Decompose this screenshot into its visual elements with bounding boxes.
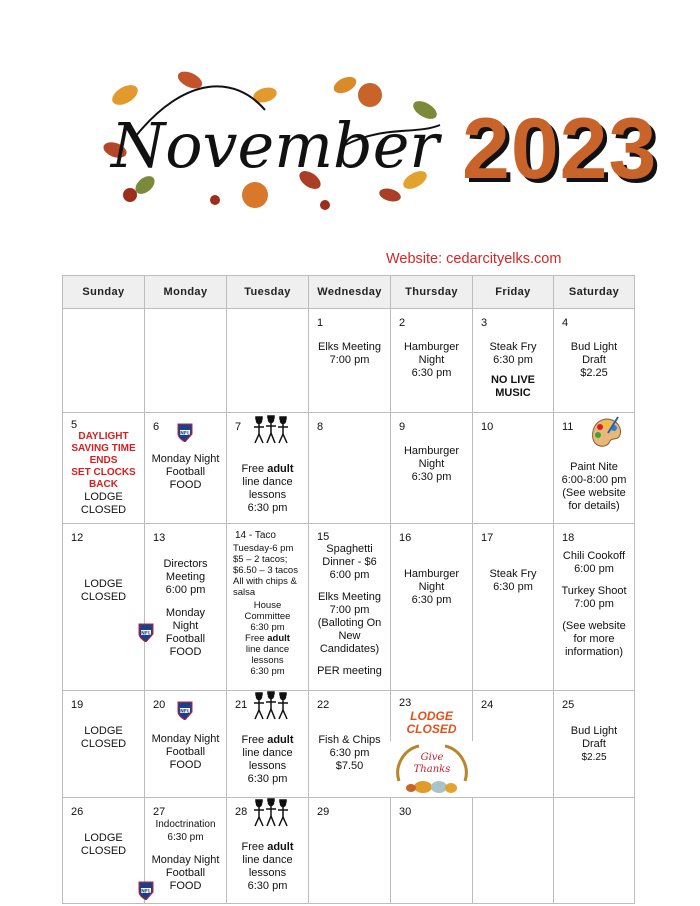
day-number: 27	[153, 806, 166, 818]
day-number: 17	[481, 532, 494, 544]
event-text: 6:30 pm	[247, 502, 288, 514]
week-row	[63, 309, 635, 413]
svg-text:Give: Give	[420, 752, 444, 763]
day-number: 25	[562, 699, 575, 711]
day-number: 18	[562, 532, 575, 544]
empty-day-cell	[554, 798, 635, 904]
event-text: All with chips &	[233, 576, 297, 587]
event-text: Turkey Shoot	[561, 585, 627, 597]
day-cell	[309, 309, 391, 413]
day-cell	[391, 524, 473, 691]
day-cell	[473, 524, 554, 691]
day-number: 3	[481, 317, 488, 329]
day-number: 22	[317, 699, 330, 711]
day-number: 12	[71, 532, 84, 544]
event-text: Tuesday-6 pm	[233, 543, 294, 554]
event-text: Night	[418, 354, 445, 366]
day-number: 7	[235, 421, 242, 433]
weekday-thursday: Thursday	[391, 276, 473, 309]
event-text: 6:30 pm	[411, 594, 452, 606]
alert-text: SET CLOCKS	[71, 467, 136, 478]
event-text: line dance	[242, 854, 293, 866]
event-text: FOOD	[169, 646, 202, 658]
day-cell	[554, 691, 635, 798]
event-text: Hamburger	[403, 568, 460, 580]
day-number: 9	[399, 421, 406, 433]
nfl-shield-icon	[138, 622, 154, 642]
alert-text: SAVING TIME	[71, 443, 136, 454]
event-text: 6:00 pm	[574, 563, 614, 575]
day-cell	[473, 691, 554, 798]
event-text: Night	[172, 620, 199, 632]
day-cell	[391, 798, 473, 904]
event-text: 6:00 pm	[165, 584, 206, 596]
event-text: Elks Meeting	[318, 341, 381, 353]
week-row	[63, 524, 635, 691]
event-text: Indoctrination	[155, 819, 216, 830]
event-text: Hamburger	[403, 445, 460, 457]
event-text: 6:00 pm	[329, 569, 370, 581]
event-text: Directors	[163, 558, 208, 570]
event-text: lessons	[248, 760, 287, 772]
paint-palette-icon	[588, 415, 624, 451]
day-cell	[227, 691, 309, 798]
day-cell	[554, 413, 635, 524]
day-cell	[391, 309, 473, 413]
empty-day-cell	[227, 309, 309, 413]
line-dancers-icon	[251, 415, 291, 447]
event-text: information)	[564, 646, 624, 658]
give-thanks-wreath-icon	[389, 741, 475, 797]
weekday-header-row	[63, 276, 635, 309]
event-text: Dinner - $6	[322, 556, 377, 568]
year-title: 2023	[462, 101, 658, 197]
nfl-shield-icon	[177, 422, 193, 442]
event-text: Bud Light	[570, 725, 618, 737]
event-text: $5 – 2 tacos;	[233, 554, 288, 565]
event-text: LODGE	[84, 832, 123, 844]
day-number: 19	[71, 699, 84, 711]
day-cell	[145, 691, 227, 798]
day-cell	[309, 413, 391, 524]
event-text: $2.25	[581, 752, 607, 763]
weekday-saturday: Saturday	[554, 276, 635, 309]
event-text: Elks Meeting	[318, 591, 381, 603]
alert-text: DAYLIGHT	[78, 431, 129, 442]
event-text: Monday Night	[151, 854, 220, 866]
nfl-shield-icon	[138, 880, 154, 900]
day-cell	[554, 524, 635, 691]
event-text: lessons	[248, 489, 287, 501]
event-text: Monday Night	[151, 453, 220, 465]
event-note: MUSIC	[495, 387, 531, 399]
event-text: Football	[165, 466, 206, 478]
event-text: for details)	[568, 500, 620, 512]
event-text: Football	[165, 633, 206, 645]
lodge-closed-note: LODGE	[410, 709, 453, 723]
day-number: 4	[562, 317, 569, 329]
event-text: FOOD	[169, 759, 202, 771]
event-text: Monday Night	[151, 733, 220, 745]
event-text: line dance	[245, 644, 290, 655]
event-text: Free adult	[241, 734, 294, 746]
event-note: NO LIVE	[490, 374, 535, 386]
day-cell	[141, 798, 227, 904]
day-cell	[227, 798, 309, 904]
day-number: 10	[481, 421, 494, 433]
event-text: Spaghetti	[326, 543, 373, 555]
day-number: 30	[399, 806, 412, 818]
day-number: 16	[399, 532, 412, 544]
week-row	[63, 413, 635, 524]
event-text: 6:30 pm	[250, 622, 285, 633]
event-text: CLOSED	[80, 845, 127, 857]
day-number: 5	[71, 419, 78, 431]
event-text: 6:00-8:00 pm	[561, 474, 627, 486]
day-cell	[309, 524, 391, 691]
event-text: FOOD	[169, 880, 202, 892]
weekday-friday: Friday	[473, 276, 554, 309]
event-text: for more	[573, 633, 615, 645]
svg-text:NFL: NFL	[141, 889, 151, 895]
alert-text: BACK	[89, 479, 118, 490]
event-text: Meeting	[165, 571, 206, 583]
day-cell	[309, 798, 391, 904]
event-text: line dance	[242, 476, 293, 488]
lodge-closed-note: CLOSED	[406, 722, 457, 736]
event-text: Monday	[165, 607, 206, 619]
calendar-header	[0, 0, 700, 267]
event-text: CLOSED	[80, 738, 127, 750]
day-cell	[227, 524, 309, 691]
calendar-grid	[62, 275, 635, 904]
day-number: 8	[317, 421, 324, 433]
event-text: Draft	[582, 738, 606, 750]
event-text: salsa	[233, 587, 256, 598]
event-text: (See website	[562, 487, 626, 499]
event-text: Steak Fry	[489, 341, 537, 353]
event-text: Football	[165, 746, 206, 758]
svg-text:November: November	[110, 109, 440, 182]
day-cell	[391, 691, 473, 798]
day-cell	[63, 413, 145, 524]
event-text: Night	[418, 581, 445, 593]
event-text: Free adult	[241, 841, 294, 853]
event-text: lessons	[248, 867, 287, 879]
week-row	[63, 798, 635, 904]
event-text: Candidates)	[319, 643, 380, 655]
day-number: 28	[235, 806, 248, 818]
event-text: Bud Light	[570, 341, 618, 353]
day-cell	[391, 413, 473, 524]
event-text: Hamburger	[403, 341, 460, 353]
event-text: 6:30 pm	[411, 367, 452, 379]
event-text: LODGE	[84, 578, 123, 590]
event-text: 6:30 pm	[250, 666, 285, 677]
svg-text:NFL: NFL	[180, 431, 190, 437]
day-number: 26	[71, 806, 84, 818]
event-text: 6:30 pm	[247, 880, 288, 892]
empty-day-cell	[145, 309, 227, 413]
day-number: 2	[399, 317, 406, 329]
event-text: CLOSED	[80, 504, 127, 516]
event-text: 6:30 pm	[167, 832, 204, 843]
day-cell	[473, 413, 554, 524]
day-number: 15	[317, 531, 330, 543]
website-link[interactable]: Website: cedarcityelks.com	[386, 251, 562, 267]
day-number: 24	[481, 699, 494, 711]
event-text: 7:00 pm	[329, 604, 370, 616]
event-text: Paint Nite	[570, 461, 618, 473]
weekday-tuesday: Tuesday	[227, 276, 309, 309]
day-cell	[554, 309, 635, 413]
day-number: 14 - Taco	[235, 530, 276, 541]
empty-day-cell	[473, 798, 554, 904]
event-text: LODGE	[84, 725, 123, 737]
day-number: 1	[317, 317, 324, 329]
event-text: PER meeting	[317, 665, 382, 677]
day-cell	[309, 691, 391, 798]
event-text: Fish & Chips	[318, 734, 381, 746]
day-number: 13	[153, 532, 166, 544]
event-text: lessons	[251, 655, 284, 666]
event-text: 7:00 pm	[574, 598, 614, 610]
event-text: Football	[165, 867, 206, 879]
event-text: Steak Fry	[489, 568, 537, 580]
day-number: 6	[153, 421, 160, 433]
event-text: FOOD	[169, 479, 202, 491]
event-text: 7:00 pm	[329, 354, 370, 366]
event-text: Free adult	[241, 463, 294, 475]
week-row	[63, 691, 635, 798]
event-text: New	[338, 630, 361, 642]
alert-text: ENDS	[89, 455, 118, 466]
event-text: Draft	[582, 354, 606, 366]
line-dancers-icon	[251, 691, 291, 723]
november-lettering-art	[95, 55, 455, 215]
day-cell	[227, 413, 309, 524]
day-cell	[473, 309, 554, 413]
event-text: 6:30 pm	[493, 581, 533, 593]
event-text: (Balloting On	[317, 617, 382, 629]
day-cell	[63, 524, 145, 691]
svg-text:NFL: NFL	[141, 631, 151, 637]
event-text: CLOSED	[80, 591, 127, 603]
day-cell	[145, 413, 227, 524]
event-text: $2.25	[580, 367, 608, 379]
event-text: 6:30 pm	[411, 471, 452, 483]
event-text: 6:30 pm	[247, 773, 288, 785]
day-cell	[63, 798, 145, 904]
day-number: 21	[235, 699, 248, 711]
event-text: Night	[418, 458, 445, 470]
day-number: 29	[317, 806, 330, 818]
event-text: LODGE	[84, 491, 123, 503]
day-number: 11	[562, 421, 574, 433]
event-text: (See website	[562, 620, 626, 632]
event-text: 6:30 pm	[329, 747, 370, 759]
day-cell	[63, 691, 145, 798]
event-text: $6.50 – 3 tacos	[233, 565, 298, 576]
svg-text:Thanks: Thanks	[413, 764, 451, 775]
event-text: House	[253, 600, 282, 611]
weekday-sunday: Sunday	[63, 276, 145, 309]
event-text: Committee	[244, 611, 291, 622]
event-text: Free adult	[245, 633, 290, 644]
day-number: 23	[399, 697, 412, 709]
event-text: 6:30 pm	[493, 354, 533, 366]
day-number: 20	[153, 699, 166, 711]
nfl-shield-icon	[177, 700, 193, 720]
svg-text:NFL: NFL	[180, 709, 190, 715]
event-text: Chili Cookoff	[562, 550, 626, 562]
line-dancers-icon	[251, 798, 291, 830]
event-text: line dance	[242, 747, 293, 759]
event-text: $7.50	[335, 760, 364, 772]
weekday-monday: Monday	[145, 276, 227, 309]
weekday-wednesday: Wednesday	[309, 276, 391, 309]
empty-day-cell	[63, 309, 145, 413]
day-cell	[141, 524, 227, 691]
